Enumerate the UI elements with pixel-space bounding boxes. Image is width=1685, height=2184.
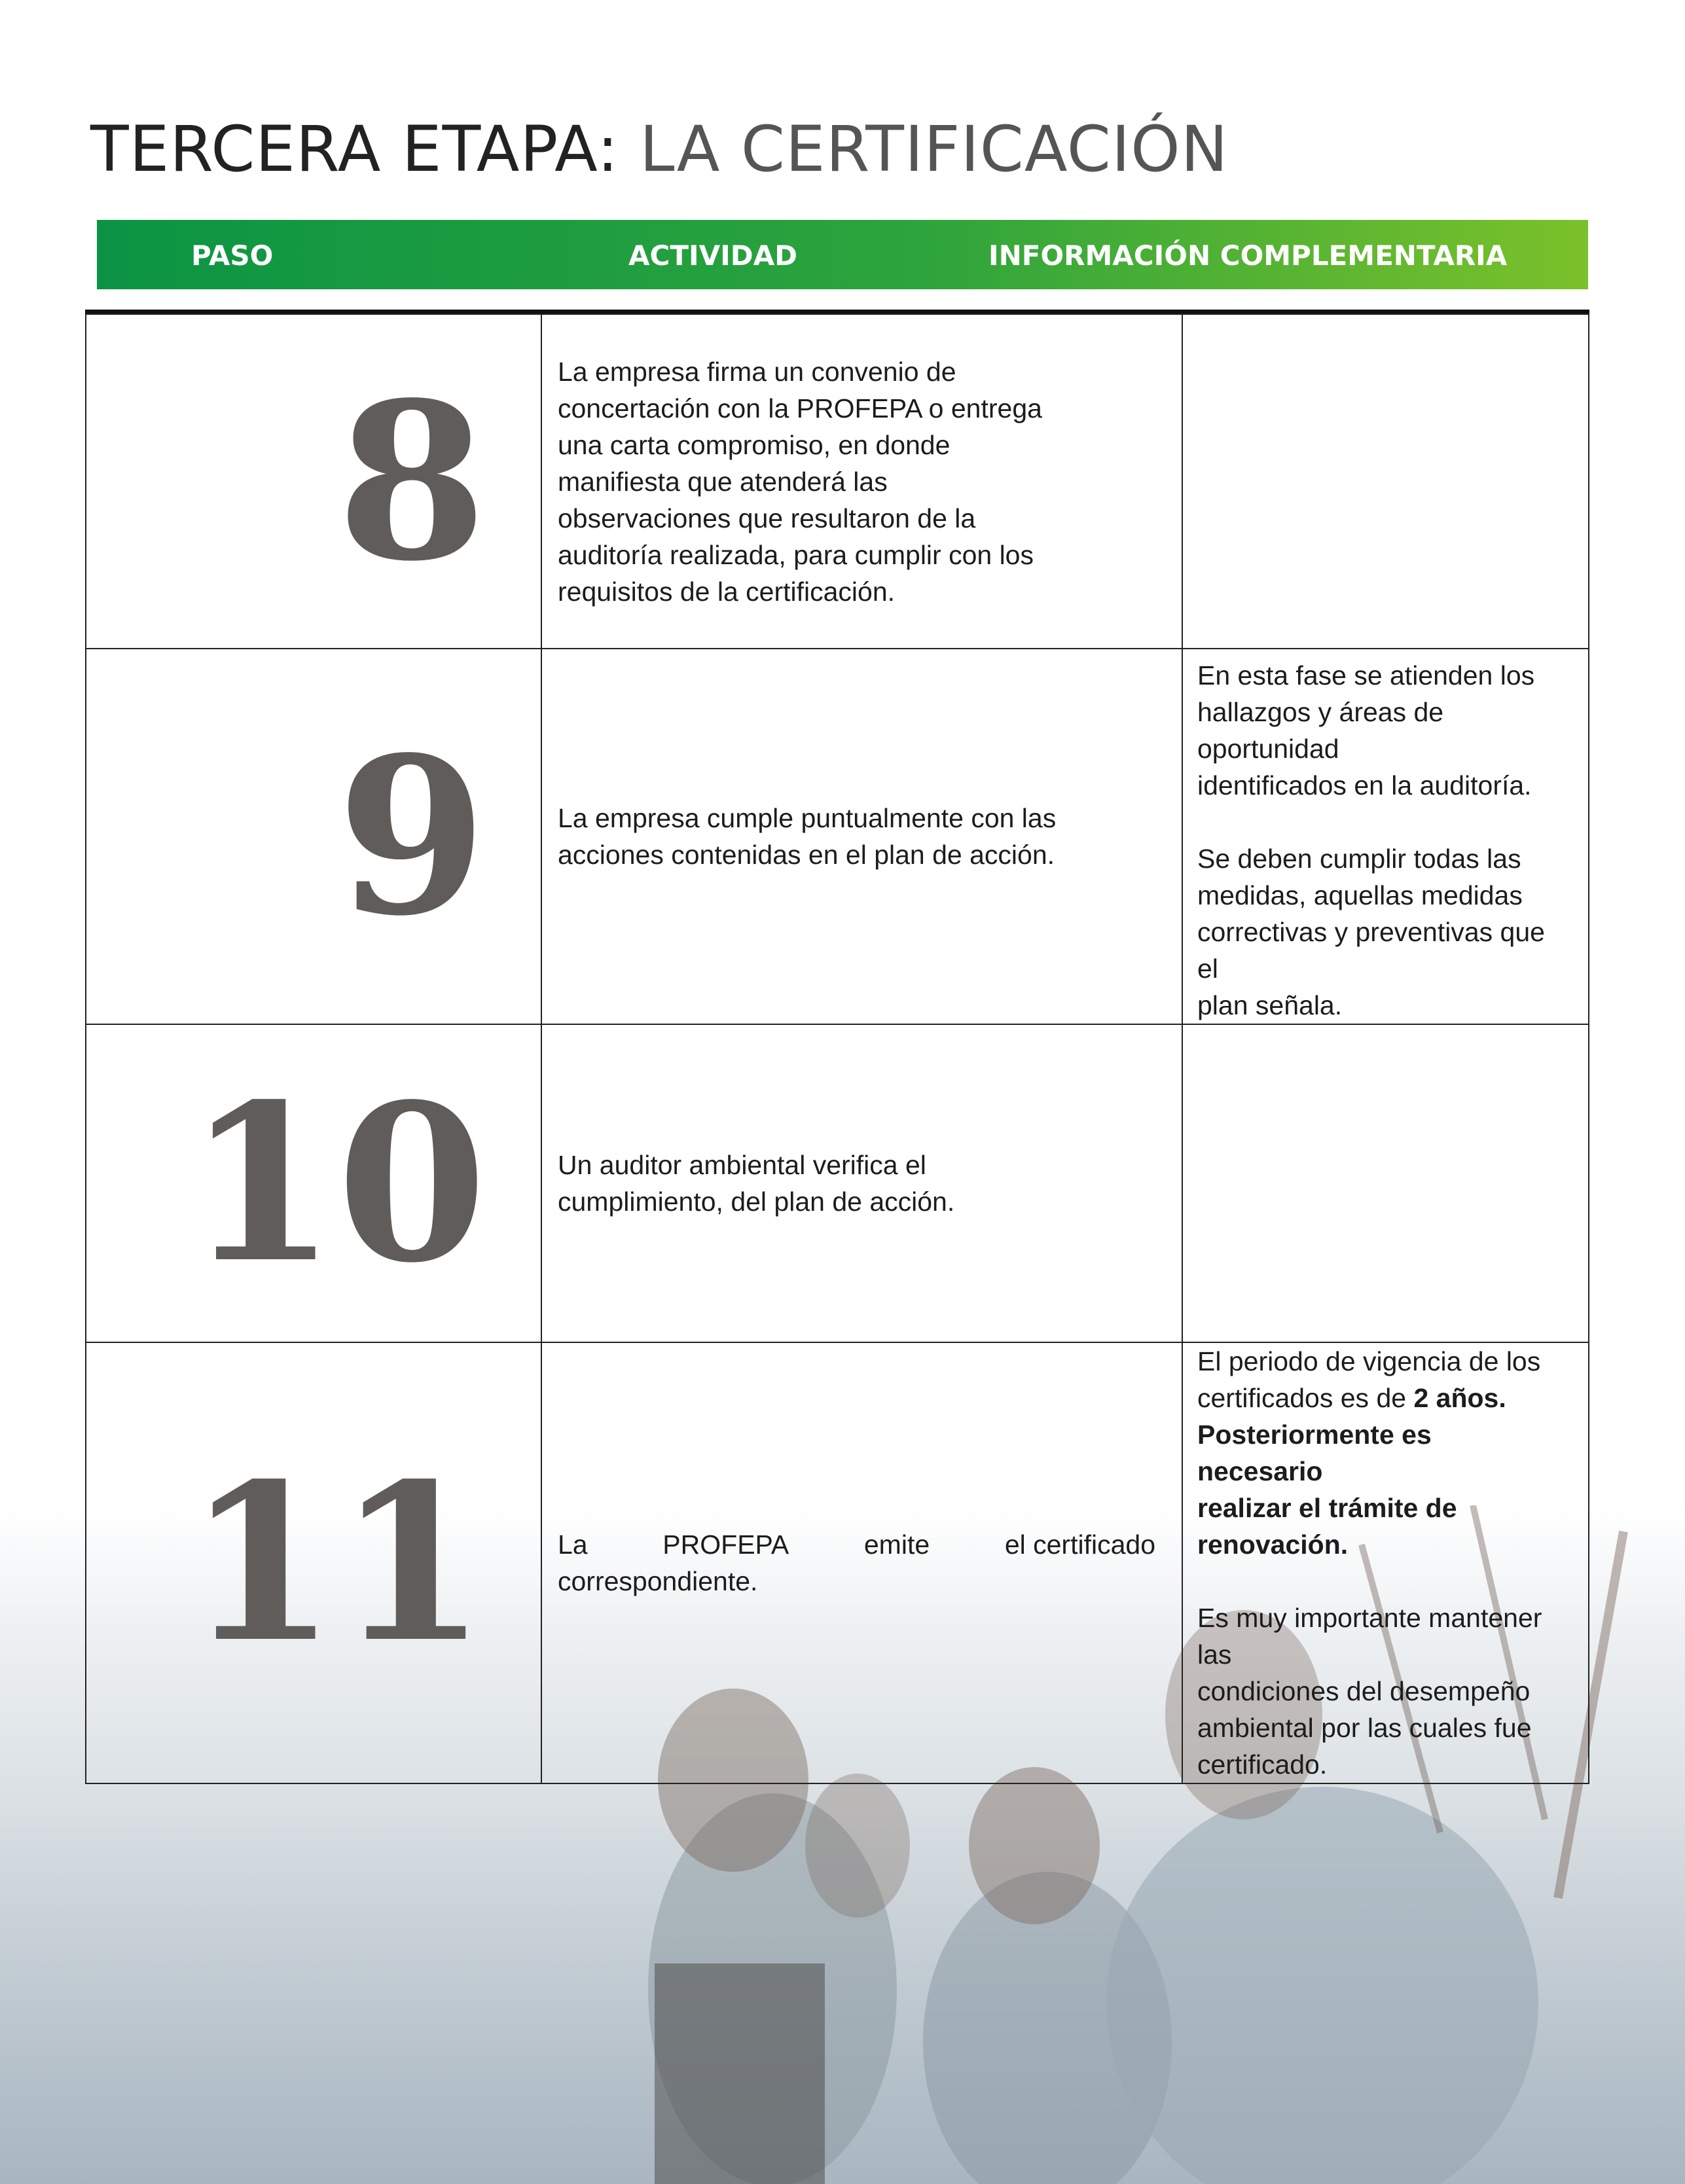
table-row-step-9 bbox=[86, 649, 1589, 1024]
info-bold-text: Posteriormente es necesario bbox=[1197, 1420, 1432, 1486]
table-row-step-10 bbox=[86, 1024, 1589, 1342]
info-line: El periodo de vigencia de los bbox=[1197, 1346, 1541, 1376]
paragraph-gap bbox=[1197, 1563, 1559, 1600]
info-text: certificados es de bbox=[1197, 1383, 1414, 1413]
activity-word: La bbox=[558, 1530, 588, 1560]
info-line bbox=[1197, 1490, 1559, 1563]
info-cell-empty bbox=[1182, 314, 1589, 649]
activity-cell bbox=[541, 1024, 1182, 1342]
header-informacion: INFORMACIÓN COMPLEMENTARIA bbox=[988, 240, 1508, 272]
info-cell-empty bbox=[1182, 1024, 1589, 1342]
activity-word: el certificado bbox=[1004, 1530, 1155, 1560]
activity-line: La empresa firma un convenio de bbox=[558, 356, 956, 387]
info-line: certificado. bbox=[1197, 1749, 1328, 1780]
step-number: 10 bbox=[86, 1024, 541, 1342]
activity-cell bbox=[541, 649, 1182, 1024]
table-header-bar bbox=[97, 220, 1588, 289]
activity-line: observaciones que resultaron de la bbox=[558, 503, 976, 533]
info-bold-text: realizar el trámite de renovación. bbox=[1197, 1493, 1457, 1560]
header-paso: PASO bbox=[191, 240, 274, 272]
activity-cell bbox=[541, 1342, 1182, 1783]
info-line: condiciones del desempeño bbox=[1197, 1676, 1531, 1706]
title-bold-part: TERCERA ETAPA: bbox=[90, 113, 619, 186]
step-number: 8 bbox=[86, 314, 541, 649]
page-title bbox=[90, 113, 1229, 186]
activity-line: manifiesta que atenderá las bbox=[558, 466, 888, 497]
info-line: plan señala. bbox=[1197, 990, 1343, 1020]
activity-line: cumplimiento, del plan de acción. bbox=[558, 1187, 955, 1217]
activity-line: La empresa cumple puntualmente con las bbox=[558, 803, 1057, 833]
activity-line: Un auditor ambiental verifica el bbox=[558, 1150, 926, 1180]
info-line: Es muy importante mantener las bbox=[1197, 1603, 1542, 1670]
header-actividad: ACTIVIDAD bbox=[628, 240, 797, 272]
info-line: medidas, aquellas medidas bbox=[1197, 880, 1523, 910]
info-cell bbox=[1182, 1342, 1589, 1783]
steps-table bbox=[85, 313, 1589, 1784]
activity-cell bbox=[541, 314, 1182, 649]
info-line: En esta fase se atienden los bbox=[1197, 660, 1535, 690]
step-number: 9 bbox=[86, 649, 541, 1024]
activity-line: correspondiente. bbox=[558, 1566, 758, 1596]
activity-word: emite bbox=[863, 1530, 930, 1560]
info-line: ambiental por las cuales fue bbox=[1197, 1713, 1532, 1743]
info-line: correctivas y preventivas que el bbox=[1197, 917, 1545, 984]
title-light-part: LA CERTIFICACIÓN bbox=[640, 113, 1229, 186]
table-row-step-8 bbox=[86, 314, 1589, 649]
activity-line: acciones contenidas en el plan de acción. bbox=[558, 840, 1055, 870]
activity-line-justified bbox=[558, 1526, 1155, 1563]
paragraph-gap bbox=[1197, 804, 1559, 840]
activity-line: requisitos de la certificación. bbox=[558, 576, 896, 607]
table-row-step-11 bbox=[86, 1342, 1589, 1783]
info-line: Se deben cumplir todas las bbox=[1197, 844, 1521, 874]
info-cell bbox=[1182, 649, 1589, 1024]
step-number: 11 bbox=[86, 1342, 541, 1783]
activity-word: PROFEPA bbox=[662, 1530, 789, 1560]
info-line bbox=[1197, 1416, 1559, 1490]
info-line bbox=[1197, 1380, 1559, 1416]
activity-line: concertación con la PROFEPA o entrega bbox=[558, 393, 1042, 423]
info-bold-text: 2 años. bbox=[1413, 1383, 1506, 1413]
info-line: hallazgos y áreas de oportunidad bbox=[1197, 697, 1444, 764]
activity-line: auditoría realizada, para cumplir con los bbox=[558, 539, 1034, 570]
activity-line: una carta compromiso, en donde bbox=[558, 429, 951, 460]
info-line: identificados en la auditoría. bbox=[1197, 770, 1532, 800]
